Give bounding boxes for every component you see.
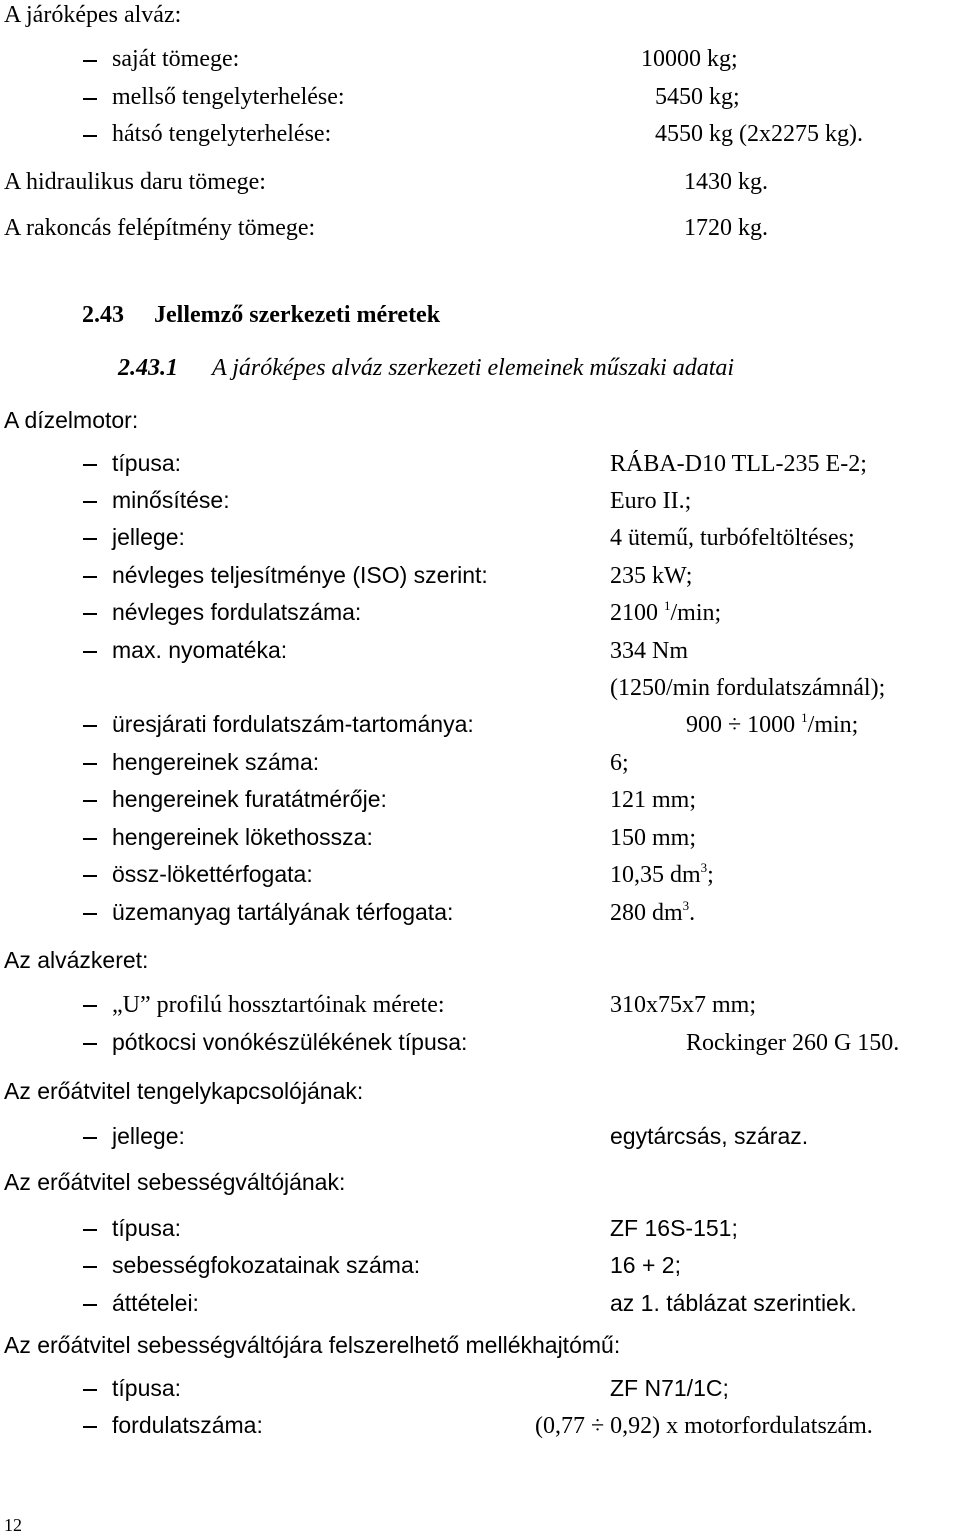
- tank-value: [610, 898, 696, 926]
- clutch-nature-value: egytárcsás, száraz.: [610, 1123, 809, 1149]
- gears-count-label: sebességfokozatainak száma:: [112, 1252, 421, 1278]
- list-dash: [83, 1043, 97, 1045]
- engine-rating-label: minősítése:: [112, 487, 230, 513]
- own-weight-value: 10000 kg;: [641, 46, 738, 72]
- clutch-nature-label: jellege:: [112, 1123, 185, 1149]
- gearbox-type-value: ZF 16S-151;: [610, 1215, 738, 1241]
- front-axle-label: mellső tengelyterhelése:: [112, 84, 345, 110]
- tank-number: 280 dm: [610, 900, 683, 926]
- rear-axle-label: hátsó tengelyterhelése:: [112, 121, 332, 147]
- pto-type-label: típusa:: [112, 1375, 182, 1401]
- list-dash: [83, 60, 97, 62]
- list-dash: [83, 464, 97, 466]
- subsection-title: A járóképes alváz szerkezeti elemeinek műszaki adatai: [212, 355, 735, 381]
- divide-icon: ÷: [591, 1413, 605, 1439]
- crane-weight-label: A hidraulikus daru tömege:: [4, 169, 266, 195]
- engine-speed-value: [610, 598, 722, 626]
- pto-speed-label: fordulatszáma:: [112, 1412, 263, 1438]
- front-axle-value: 5450 kg;: [655, 84, 740, 110]
- list-dash: [83, 576, 97, 578]
- displacement-number: 10,35 dm: [610, 862, 701, 888]
- gearbox-heading: Az erőátvitel sebességváltójának:: [4, 1169, 346, 1195]
- idle-range-value: [686, 710, 859, 738]
- engine-type-value: RÁBA-D10 TLL-235 E-2;: [610, 451, 867, 477]
- displacement-value: [610, 860, 714, 888]
- engine-speed-number: 2100: [610, 600, 658, 626]
- gears-count-value: 16 + 2;: [610, 1252, 681, 1278]
- page-number: 12: [4, 1515, 22, 1535]
- chassis-heading: A járóképes alváz:: [4, 2, 182, 28]
- ratios-value: az 1. táblázat szerintiek.: [610, 1290, 857, 1316]
- engine-heading: A dízelmotor:: [4, 407, 139, 433]
- idle-range-unit: /min;: [807, 712, 859, 738]
- list-dash: [83, 1426, 97, 1428]
- ratios-label: áttételei:: [112, 1290, 199, 1316]
- divide-icon: ÷: [728, 712, 742, 738]
- list-dash: [83, 875, 97, 877]
- list-dash: [83, 800, 97, 802]
- engine-speed-unit: /min;: [670, 600, 722, 626]
- engine-speed-label: névleges fordulatszáma:: [112, 599, 362, 625]
- clutch-heading: Az erőátvitel tengelykapcsolójának:: [4, 1078, 364, 1104]
- subsection-number: 2.43.1: [118, 355, 178, 381]
- list-dash: [83, 1229, 97, 1231]
- cylinders-label: hengereinek száma:: [112, 749, 320, 775]
- displacement-label: össz-lökettérfogata:: [112, 861, 313, 887]
- list-dash: [83, 1005, 97, 1007]
- engine-torque-note: (1250/min fordulatszámnál);: [610, 675, 886, 701]
- list-dash: [83, 98, 97, 100]
- list-dash: [83, 1389, 97, 1391]
- cylinders-value: 6;: [610, 750, 629, 776]
- bore-label: hengereinek furatátmérője:: [112, 786, 387, 812]
- list-dash: [83, 613, 97, 615]
- frame-profile-value: 310x75x7 mm;: [610, 992, 757, 1018]
- list-dash: [83, 838, 97, 840]
- list-dash: [83, 1137, 97, 1139]
- own-weight-label: saját tömege:: [112, 46, 240, 72]
- list-dash: [83, 725, 97, 727]
- idle-range-sup: 1: [801, 710, 808, 725]
- list-dash: [83, 538, 97, 540]
- body-weight-value: 1720 kg.: [684, 215, 768, 241]
- frame-profile-label: „U” profilú hossztartóinak mérete:: [112, 992, 445, 1018]
- pto-type-value: ZF N71/1C;: [610, 1375, 729, 1401]
- gearbox-type-label: típusa:: [112, 1215, 182, 1241]
- engine-torque-value: 334 Nm: [610, 638, 688, 664]
- pto-speed-min: (0,77: [535, 1413, 585, 1439]
- engine-type-label: típusa:: [112, 450, 182, 476]
- pto-speed-value: [535, 1414, 873, 1438]
- engine-rating-value: Euro II.;: [610, 488, 692, 514]
- list-dash: [83, 1304, 97, 1306]
- tank-label: üzemanyag tartályának térfogata:: [112, 899, 454, 925]
- list-dash: [83, 1266, 97, 1268]
- section-number: 2.43: [82, 302, 124, 328]
- tank-sup: 3: [682, 898, 690, 913]
- engine-nature-value: 4 ütemű, turbófeltöltéses;: [610, 525, 855, 551]
- engine-speed-sup: 1: [664, 598, 671, 613]
- coupling-label: pótkocsi vonókészülékének típusa:: [112, 1029, 468, 1055]
- pto-speed-max: 0,92) x motorfordulatszám.: [610, 1413, 873, 1439]
- tank-end: .: [689, 900, 696, 926]
- idle-range-min: 900: [686, 712, 722, 738]
- displacement-sup: 3: [700, 860, 708, 875]
- frame-heading: Az alvázkeret:: [4, 947, 149, 973]
- pto-heading: Az erőátvitel sebességváltójára felszerelhető mellékhajtómű:: [4, 1332, 621, 1358]
- list-dash: [83, 651, 97, 653]
- section-title: Jellemző szerkezeti méretek: [154, 302, 441, 328]
- list-dash: [83, 501, 97, 503]
- engine-torque-label: max. nyomatéka:: [112, 637, 288, 663]
- list-dash: [83, 135, 97, 137]
- idle-range-max: 1000: [747, 712, 796, 738]
- coupling-value: Rockinger 260 G 150.: [686, 1030, 900, 1056]
- crane-weight-value: 1430 kg.: [684, 169, 768, 195]
- list-dash: [83, 763, 97, 765]
- list-dash: [83, 913, 97, 915]
- displacement-end: ;: [707, 862, 714, 888]
- engine-power-label: névleges teljesítménye (ISO) szerint:: [112, 562, 488, 588]
- engine-power-value: 235 kW;: [610, 563, 693, 589]
- stroke-label: hengereinek lökethossza:: [112, 824, 373, 850]
- bore-value: 121 mm;: [610, 787, 697, 813]
- stroke-value: 150 mm;: [610, 825, 697, 851]
- body-weight-label: A rakoncás felépítmény tömege:: [4, 215, 316, 241]
- rear-axle-value: 4550 kg (2x2275 kg).: [655, 121, 863, 147]
- engine-nature-label: jellege:: [112, 524, 185, 550]
- idle-range-label: üresjárati fordulatszám-tartománya:: [112, 711, 474, 737]
